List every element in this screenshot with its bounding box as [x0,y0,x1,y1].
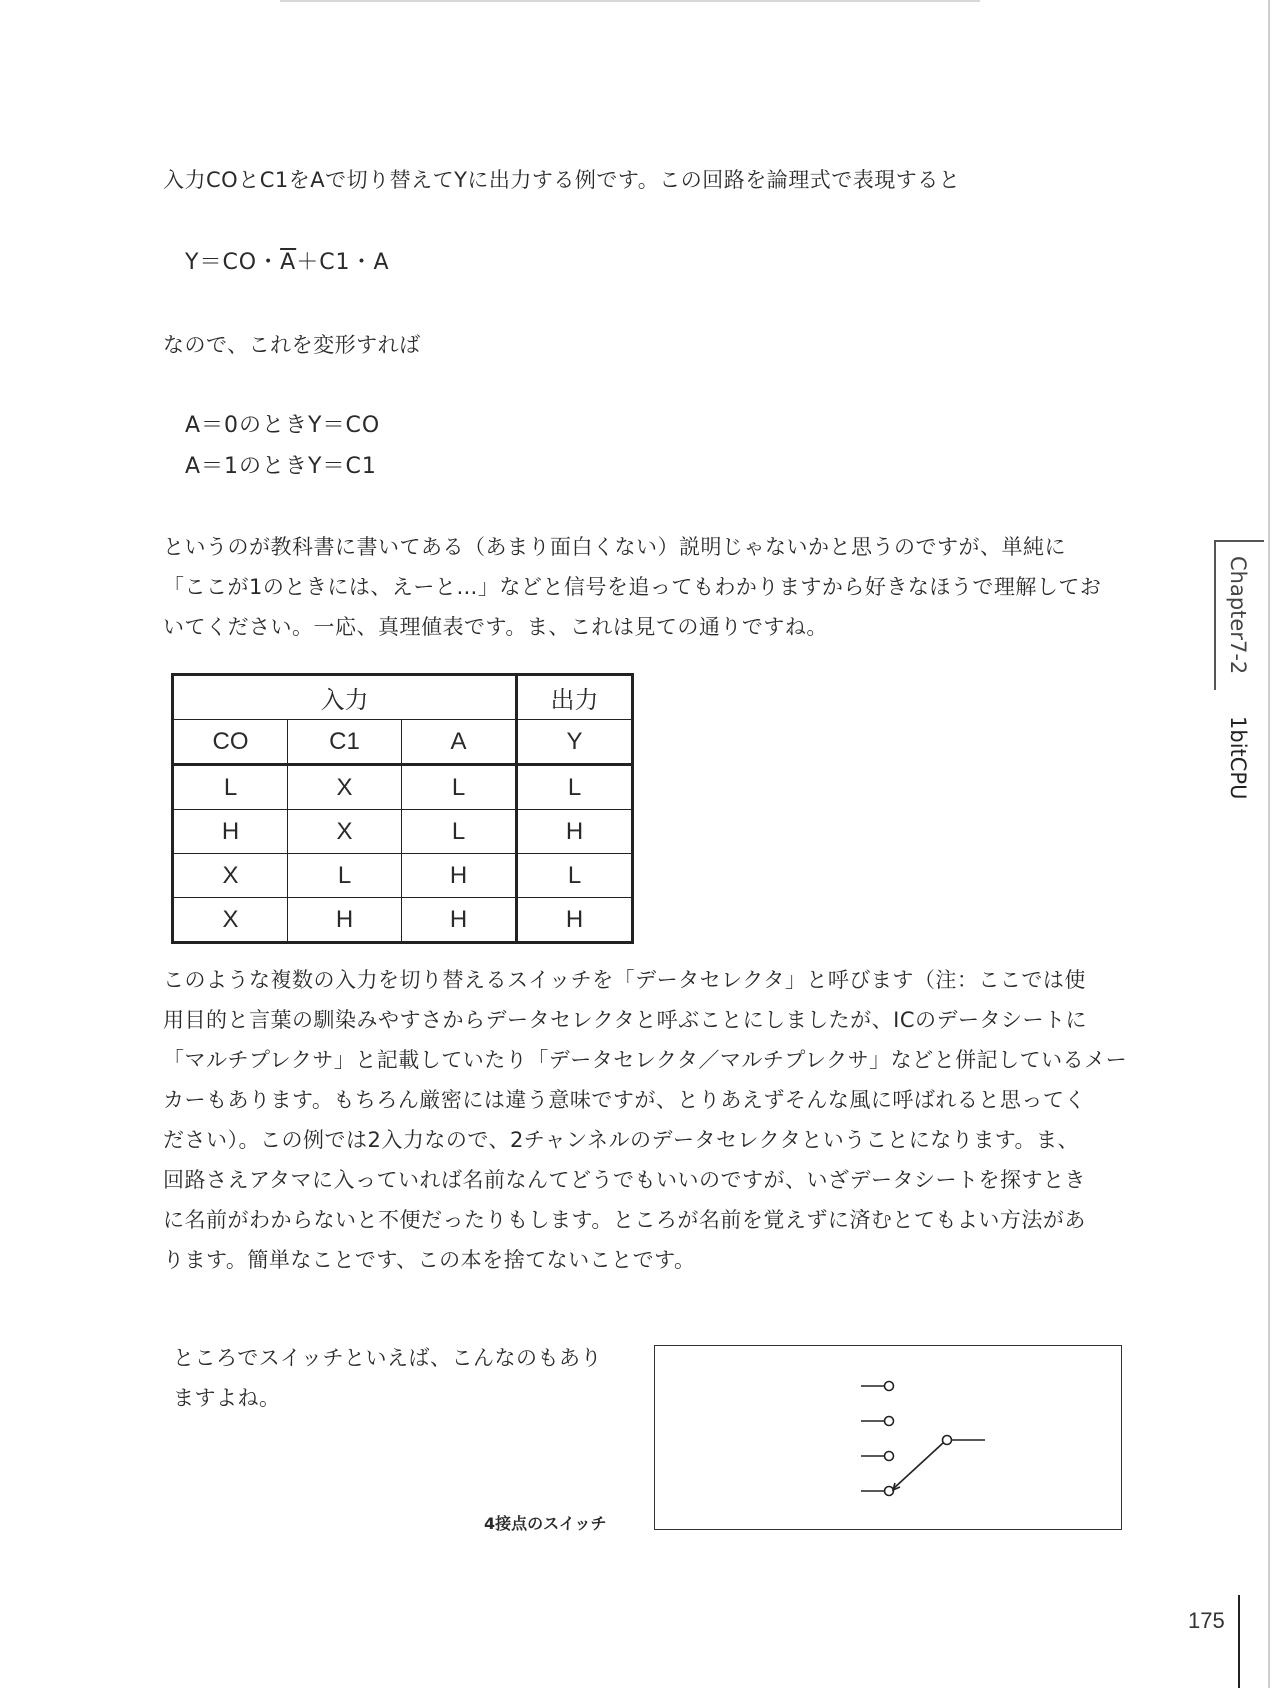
text-line: ますよね。 [173,1386,281,1410]
column-header-c0: CO [173,720,288,765]
switch-lever [893,1443,943,1489]
output-group-header: 出力 [517,675,633,720]
table-cell: H [288,898,402,943]
page-edge-line [1268,0,1270,1688]
column-header-y: Y [517,720,633,765]
text-line: 「ここが1のときには、えーと…」などと信号を追ってもわかりますから好きなほうで理解してお [163,575,1102,599]
contact-terminal [885,1452,894,1461]
text-line: ださい）。この例では2入力なので、2チャンネルのデータセレクタということになります。ま、 [163,1128,1080,1152]
table-row [173,810,633,854]
text-line: というのが教科書に書いてある（あまり面白くない）説明じゃないかと思うのですが、単純に [163,535,1066,559]
text-line: ります。簡単なことです、この本を捨てないことです。 [163,1248,696,1272]
table-cell: X [288,810,402,854]
table-cell: H [173,810,288,854]
transform-paragraph: なので、これを変形すれば [163,333,421,357]
condition-a1: A＝1のときY＝C1 [185,454,377,479]
contact-terminal [885,1417,894,1426]
page-number: 175 [1188,1608,1225,1633]
table-row [173,765,633,810]
text-line: に名前がわからないと不便だったりもします。ところが名前を覚えずに済むとてもよい方法があ [163,1208,1086,1232]
switch-figure [654,1345,1122,1530]
text-line: 用目的と言葉の馴染みやすさからデータセレクタと呼ぶことにしましたが、ICのデータシートに [163,1008,1088,1032]
logic-equation [185,245,390,276]
table-cell: X [173,898,288,943]
equation-lhs: Y＝CO・ [185,250,281,275]
data-selector-paragraph [163,960,1127,1280]
figure-caption: 4接点のスイッチ [484,1514,607,1533]
table-cell: H [402,854,517,898]
sidebar-divider-vertical [1214,540,1216,690]
table-cell: L [402,810,517,854]
table-row [173,898,633,943]
chapter-label: Chapter7-2 [1226,556,1250,675]
text-line: カーもあります。もちろん厳密には違う意味ですが、とりあえずそんな風に呼ばれると思ってく [163,1088,1086,1112]
truth-table-header-row [173,720,633,765]
sidebar-divider [1214,540,1264,542]
switch-intro-paragraph [173,1338,602,1418]
truth-table-group-row [173,675,633,720]
truth-table [171,673,634,944]
text-line: このような複数の入力を切り替えるスイッチを「データセレクタ」と呼びます（注：ここでは使 [163,968,1086,992]
column-header-c1: C1 [288,720,402,765]
contact-terminal [885,1382,894,1391]
table-cell: L [402,765,517,810]
four-contact-switch-diagram [655,1346,1121,1529]
table-cell: X [288,765,402,810]
table-cell: H [517,810,633,854]
intro-paragraph: 入力COとC1をAで切り替えてYに出力する例です。この回路を論理式で表現すると [163,168,961,192]
equation-a-bar: $\overline{A}$ [280,250,297,275]
text-line: 回路さえアタマに入っていれば名前なんてどうでもいいのですが、いざデータシートを探すとき [163,1168,1087,1192]
equation-rhs: ＋C1・A [296,250,390,275]
explanation-paragraph [163,527,1101,647]
section-label: 1bitCPU [1226,716,1250,800]
table-cell: L [517,765,633,810]
text-line: 「マルチプレクサ」と記載していたり「データセレクタ／マルチプレクサ」などと併記しているメー [163,1048,1128,1072]
input-group-header: 入力 [173,675,517,720]
text-line: いてください。一応、真理値表です。ま、これは見ての通りですね。 [163,615,828,639]
page-number-rule [1238,1595,1240,1688]
table-cell: L [517,854,633,898]
column-header-a: A [402,720,517,765]
table-cell: X [173,854,288,898]
table-row [173,854,633,898]
table-cell: H [517,898,633,943]
text-line: ところでスイッチといえば、こんなのもあり [173,1346,602,1370]
table-cell: L [173,765,288,810]
table-cell: H [402,898,517,943]
condition-a0: A＝0のときY＝CO [185,413,381,438]
top-edge-line [280,0,980,2]
common-terminal [943,1436,952,1445]
table-cell: L [288,854,402,898]
